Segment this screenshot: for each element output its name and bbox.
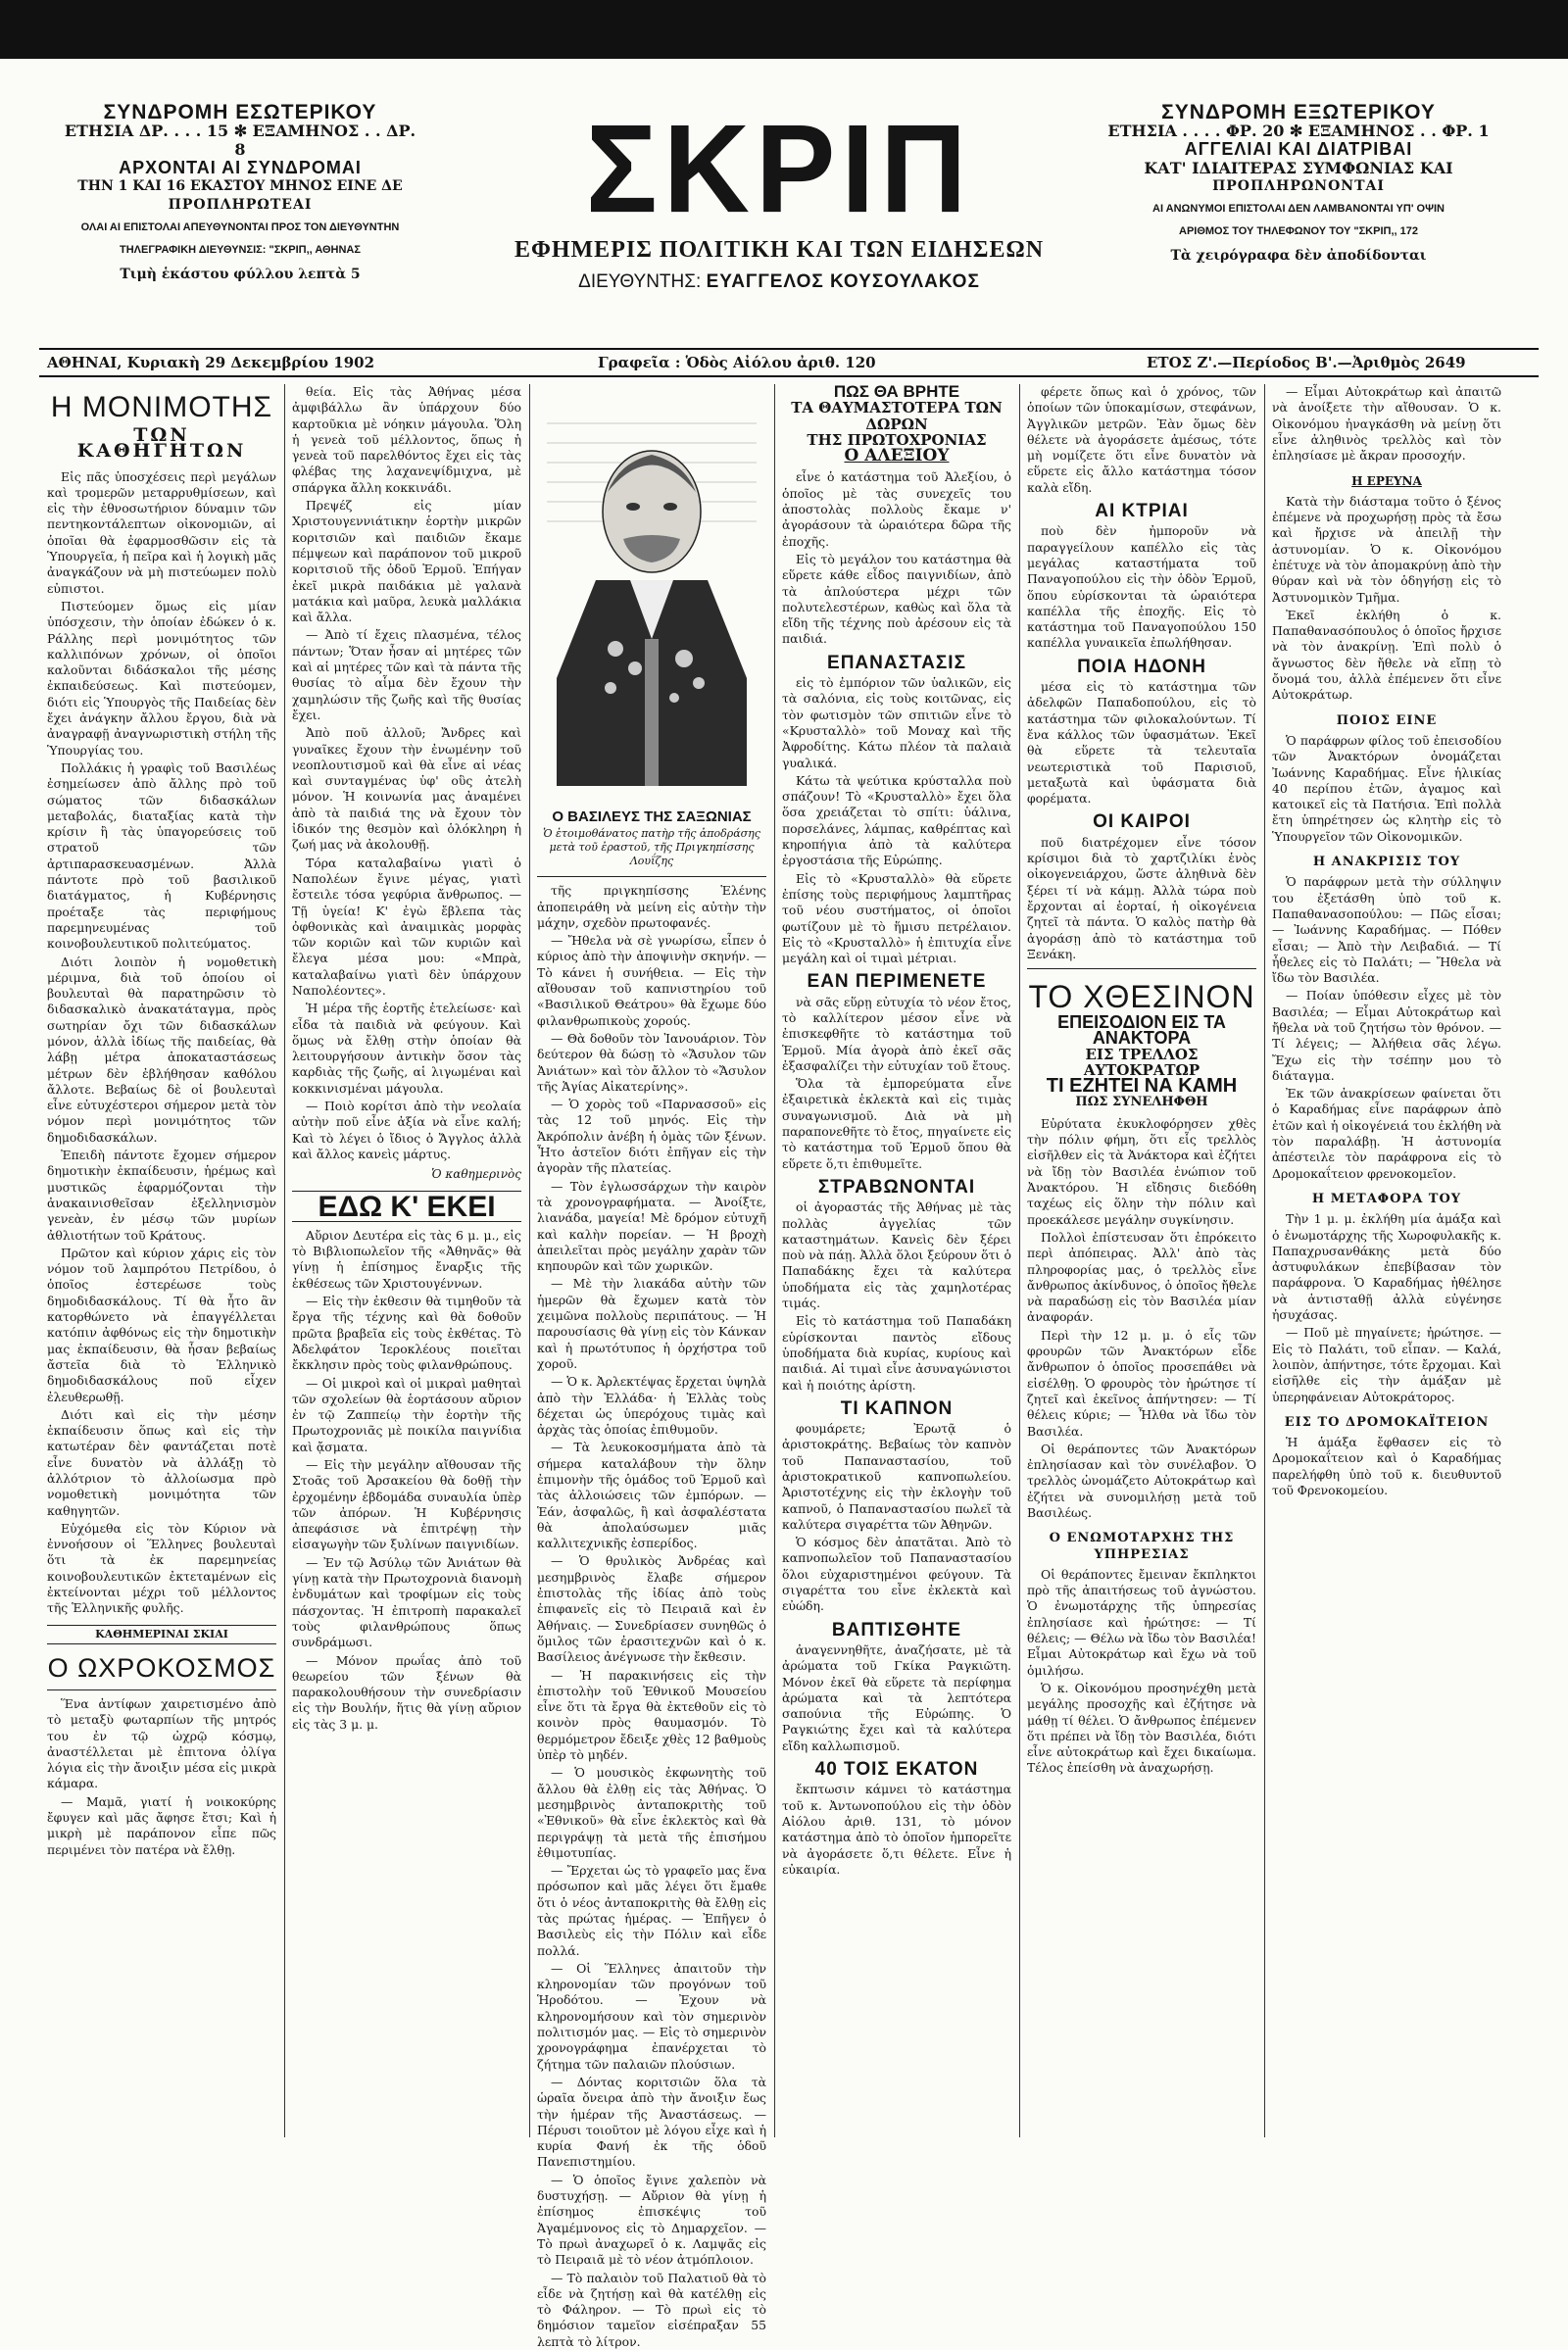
paragraph: Διότι λοιπὸν ἡ νομοθετικὴ μέριμνα, διὰ τοῦ ὁποίου οἱ βουλευταὶ θὰ παρατηρῶσιν τὸ διδασκαλικὸ ἀνακατάταγμα, πρὸς σωτηρίαν ὄχι τῶν διδασκάλων μόνον, ἀλλὰ ἰδίως τῆς παιδείας, θὰ λάβῃ μέτρα ἀποκαταστάσεως μέτρων δὲν ἐβλήθησαν καθόλου ἄλλοτε. Βεβαίως δὲ οἱ βουλευταὶ εἶνε εὐτυχέστεροι σήμερον μετὰ τὸν νόμον περὶ μονιμότητος τῶν δημοδιδασκάλων. bbox=[47, 954, 276, 1145]
paragraph: Ἐκεῖ ἐκλήθη ὁ κ. Παπαθανασόπουλος ὁ ὁποῖος ἤρχισε νὰ τὸν ἀνακρίνῃ. Ἐπὶ πολὺ ὁ ἄγνωστος δὲν ἤθελε νὰ εἴπῃ τὸ ὄνομά του, ἀλλὰ ἐπέμενεν ὅτι εἶνε Αὐτοκράτωρ. bbox=[1272, 607, 1501, 703]
section-headline: Η ΕΡΕΥΝΑ bbox=[1351, 474, 1422, 489]
gift-title-sub: Ο ΑΛΕΞΙΟΥ bbox=[844, 446, 950, 466]
column-divider bbox=[774, 384, 775, 2137]
section-headline: ΕΑΝ ΠΕΡΙΜΕΝΕΤΕ bbox=[807, 971, 987, 993]
domestic-subscription-prices: ΕΤΗΣΙΑ ΔΡ. . . . 15 ✻ ΕΞΑΜΗΝΟΣ . . ΔΡ. 8 bbox=[64, 122, 416, 159]
article-subheadline: ΤΩΝ ΚΑΘΗΓΗΤΩΝ bbox=[76, 424, 247, 463]
paragraph: — Εἰς τὴν μεγάλην αἴθουσαν τῆς Στοᾶς τοῦ Ἀρσακείου θὰ δοθῇ τὴν ἐρχομένην ἑβδομάδα συναυλία ὑπὲρ τῶν ἀπόρων. Ἡ Κυβέρνησις ἀπεφάσισε νὰ ἐπιτρέψῃ τὴν εἰσαγωγὴν τῶν ξυλίνων παιγνιδίων. bbox=[292, 1457, 521, 1552]
paragraph: — Θὰ δοθοῦν τὸν Ἰανουάριον. Τὸν δεύτερον θὰ δώσῃ τὸ «Ἄσυλον τῶν Ἀνιάτων» καὶ τὸν ἄλλον τὸ «Ἄσυλον τῆς Ἁγίας Αἰκατερίνης». bbox=[537, 1030, 766, 1094]
foreign-subscription-prices: ΕΤΗΣΙΑ . . . . ΦΡ. 20 ✻ ΕΞΑΜΗΝΟΣ . . ΦΡ. 1 bbox=[1107, 122, 1490, 140]
paragraph: Πρεψέζ εἰς μίαν Χριστουγεννιάτικην ἑορτὴν μικρῶν κοριτσιῶν καὶ παιδιῶν ἔκαμε πέμψεων καὶ παράπονον τοῦ μικροῦ κοριτσιοῦ τῆς ὁδοῦ Ἑρμοῦ. Ἐπήγαν ἐκεῖ μικρὰ παιδάκια μὲ γαλανὰ ματάκια καὶ μαῦρα, λευκὰ μαλλάκια καὶ ἄλλα. bbox=[292, 498, 521, 625]
paragraph: οἱ ἀγοραστάς τῆς Ἀθήνας μὲ τὰς πολλὰς ἀγγελίας τῶν καταστημάτων. Κανεὶς δὲν ξέρει ποὺ νὰ πάῃ. Ἀλλὰ ὅλοι ξεύρουν ὅτι ὁ Παπαδάκης ἔχει τὰ καλύτερα ὑποδήματα εἰς τὰς χαμηλοτέρας τιμάς. bbox=[782, 1199, 1011, 1311]
paragraph: — Ποιὸ κορίτσι ἀπὸ τὴν νεολαία αὐτὴν ποῦ εἶνε ἀξία νὰ εἶνε καλή; Καὶ τὸ λέγει ὁ ἴδιος ὁ Ἄγγλος ἀλλὰ καὶ ἄλλος κανεὶς μάρτυς. bbox=[292, 1099, 521, 1161]
anonymous-letters-note: ΑΙ ΑΝΩΝΥΜΟΙ ΕΠΙΣΤΟΛΑΙ ΔΕΝ ΛΑΜΒΑΝΟΝΤΑΙ ΥΠ' ΟΨΙΝ bbox=[1152, 203, 1445, 215]
column-divider bbox=[1264, 384, 1265, 2137]
column-4 bbox=[782, 384, 1011, 2157]
paragraph: — Τὸν ἐγλωσσάρχων τὴν καιρὸν τὰ χρονογραφήματα. — Ἀνοίξτε, λιανάδα, μαγεία! Μὲ δρόμον εὐτυχῆ καὶ καλὴν πορείαν. — Ἡ βροχὴ ἀπειλεῖται πρὸς μεγάλην χαρὰν τῶν κηπουρῶν καὶ τῶν χωρικῶν. bbox=[537, 1178, 766, 1274]
masthead bbox=[461, 98, 1098, 293]
ads-title: ΑΓΓΕΛΙΑΙ ΚΑΙ ΔΙΑΤΡΙΒΑΙ bbox=[1184, 139, 1413, 159]
paragraph: Εἰς τὸ κατάστημα τοῦ Παπαδάκη εὑρίσκονται παντὸς εἴδους ὑποδήματα διὰ κυρίας, κυρίους καὶ παιδιά. Αἱ τιμαὶ εἶνε ἀσυναγώνιστοι καὶ ἡ ποιότης ἀρίστη. bbox=[782, 1313, 1011, 1393]
paragraph: — Οἱ Ἕλληνες ἀπαιτοῦν τὴν κληρονομίαν τῶν προγόνων τοῦ Ἡροδότου. — Ἐχουν νὰ κληρονομήσουν καὶ τὸν σημερινὸν πολιτισμόν μας. — Εἰς τὸ σημερινὸν χρονογράφημα ἐπανέρχεται τὸ ζήτημα τῶν παλαιῶν πλούσιων. bbox=[537, 1960, 766, 2072]
section-headline: ΠΟΙΟΣ ΕΙΝΕ bbox=[1336, 712, 1438, 728]
paragraph: — Μόνον πρωΐας ἀπὸ τοῦ θεωρείου τῶν ξένων θὰ παρακολουθήσουν τὴν συνεδρίασιν εἰς τὴν Βουλήν, ἥτις θὰ γίνῃ αὔριον εἰς τὰς 3 μ. μ. bbox=[292, 1652, 521, 1732]
paragraph: — Εἰς τὴν ἐκθεσιν θὰ τιμηθοῦν τὰ ἔργα τῆς τέχνης καὶ θὰ δοθοῦν πρῶτα βραβεῖα εἰς τοὺς ἐκθέτας. Τὸ Ἀδελφάτον Ἱεροκλέους ποιεῖται ἔκκλησιν πρὸς τοὺς φιλανθρώπους. bbox=[292, 1294, 521, 1373]
paragraph: Τὴν 1 μ. μ. ἐκλήθη μία ἁμάξα καὶ ὁ ἐνωμοτάρχης τῆς Χωροφυλακῆς κ. Παπαχρυσανθάκης μετὰ δύο ἀστυφυλάκων ἐπεβίβασαν τὸν παράφρονα. Ὁ Καραδήμας ἠθέλησε νὰ ἀντισταθῇ ἀλλὰ εὐγένησε ἡσυχάσας. bbox=[1272, 1211, 1501, 1323]
headline-line: ΕΠΕΙΣΟΔΙΟΝ ΕΙΣ ΤΑ ΑΝΑΚΤΟΡΑ bbox=[1057, 1012, 1226, 1049]
paragraph: — Ἐν τῷ Ἀσύλῳ τῶν Ἀνιάτων θὰ γίνῃ κατὰ τὴν Πρωτοχρονιὰ διανομὴ ἐνδυμάτων καὶ τροφίμων εἰς τοὺς πάσχοντας. Ἡ ἐπιτροπὴ παρακαλεῖ τοὺς φιλανθρώπους ὅπως συνδράμωσι. bbox=[292, 1554, 521, 1650]
paragraph: Εἰς τὸ μεγάλον του κατάστημα θὰ εὕρετε κάθε εἶδος παιγνιδίων, ἀπὸ τὰ ἀπλούστερα μέχρι τῶν πολυτελεστέρων, καθὼς καὶ ὅλα τὰ εἴδη τῆς τέχνης ποὺ ἀρέσουν εἰς τὰ παιδιά. bbox=[782, 551, 1011, 647]
paragraph: — Ἡ παρακινήσεις εἰς τὴν ἐπιστολὴν τοῦ Ἐθνικοῦ Μουσείου εἶνε ὅτι τὰ ἔργα θὰ ἐκτεθοῦν εἰς τὸ κοινὸν πρὸς θαυμασμόν. Τὸ θερμόμετρον ἔδειξε χθὲς 12 βαθμοὺς ὑπὲρ τὸ μηδέν. bbox=[537, 1667, 766, 1763]
paragraph: Οἱ θεράποντες ἔμειναν ἔκπληκτοι πρὸ τῆς ἀπαιτήσεως τοῦ ἀγνώστου. Ὁ ἐνωμοτάρχης τῆς ὑπηρεσίας ἐπλησίασε καὶ ἠρώτησε: — Τί θέλεις; — Θέλω νὰ ἴδω τὸν Βασιλέα! Εἶμαι Αὐτοκράτωρ καὶ ἔχω νὰ τοῦ ὁμιλήσω. bbox=[1027, 1566, 1256, 1678]
section-headline: ΠΟΙΑ ΗΔΟΝΗ bbox=[1077, 656, 1206, 677]
section-headline: Η ΑΝΑΚΡΙΣΙΣ ΤΟΥ bbox=[1312, 855, 1461, 870]
section-headline: Η ΜΕΤΑΦΟΡΑ ΤΟΥ bbox=[1311, 1191, 1462, 1206]
top-black-bar bbox=[0, 0, 1568, 59]
paragraph: Οἱ θεράποντες τῶν Ἀνακτόρων ἐπλησίασαν καὶ τὸν συνέλαβον. Ὁ τρελλὸς ὠνομάζετο Αὐτοκράτωρ καὶ ἐζήτει νὰ συνομιλήσῃ μετὰ τοῦ Βασιλέως. bbox=[1027, 1441, 1256, 1520]
paragraph: — Ὁ κ. Ἀρλεκτέψας ἔρχεται ὑψηλὰ ἀπὸ τὴν Ἑλλάδα· ἡ Ἑλλὰς τοὺς δέχεται ὡς ὑπερόχους τιμὰς καὶ ἀρχὰς τὰς ὁποίας ἐπιθυμοῦν. bbox=[537, 1374, 766, 1438]
paragraph: εἶνε ὁ κατάστημα τοῦ Ἀλεξίου, ὁ ὁποῖος μὲ τὰς συνεχεῖς του ἀποστολὰς πολλοὺς ἔκαμε ν' ἀγοράσουν τὰ ὡραιότερα δῶρα τῆς ἐποχῆς. bbox=[782, 469, 1011, 549]
paragraph: Κάτω τὰ ψεύτικα κρύσταλλα ποὺ σπάζουν! Τὸ «Κρυσταλλὸ» ἔχει ὅλα ὅσα χρειάζεται τὸ σπίτι: ὑάλινα, πορσελάνες, λάμπας, καθρέπτας καὶ κηροπήγια ἀπὸ τὰ καλύτερα ἐργοστάσια τῆς Εὐρώπης. bbox=[782, 772, 1011, 868]
paragraph: Κατὰ τὴν διάσταμα τοῦτο ὁ ξένος ἐπέμενε νὰ προχωρήσῃ πρὸς τὰ ἔσω καὶ ἤρχισε νὰ ἀπειλῇ τὴν ἀστυνομίαν. Ὁ κ. Οἰκονόμου ἐπέτυχε νὰ τὸν ἀπομακρύνῃ ἀπὸ τὴν θύραν καὶ νὰ τὸν ὁδηγήσῃ εἰς τὸ Ἀστυνομικὸν Τμῆμα. bbox=[1272, 493, 1501, 605]
divider bbox=[1027, 968, 1256, 969]
headline-line: ΕΙΣ ΤΡΕΛΛΟΣ ΑΥΤΟΚΡΑΤΩΡ bbox=[1083, 1045, 1200, 1079]
section-kicker: ΚΑΘΗΜΕΡΙΝΑΙ ΣΚΙΑΙ bbox=[47, 1625, 276, 1644]
section-headline: ΒΑΠΤΙΣΘΗΤΕ bbox=[831, 1619, 962, 1640]
column-divider bbox=[284, 384, 285, 2137]
paragraph: — Μαμᾶ, γιατί ἡ νοικοκύρης ἔφυγεν καὶ μᾶς ἄφησε ἔτσι; Καὶ ἡ μικρὴ μὲ παράπονον εἶπε πῶς περιμένει τὸν πατέρα νὰ ἔλθῃ. bbox=[47, 1793, 276, 1857]
manuscripts-note: Τὰ χειρόγραφα δὲν ἀποδίδονται bbox=[1170, 248, 1427, 264]
paragraph: φουμάρετε; Ἐρωτᾷ ὁ ἀριστοκράτης. Βεβαίως τὸν καπνὸν τοῦ Παπαναστασίου, τοῦ ἀριστοκρατικοῦ καπνοπωλείου. Ἀριστοτέχνης εἰς τὴν ἐκλογὴν τοῦ καπνοῦ, ὁ Παπαναστασίου πωλεῖ τὰ καλύτερα σιγαρέττα τῶν Ἀθηνῶν. bbox=[782, 1421, 1011, 1532]
letters-note: ΟΛΑΙ ΑΙ ΕΠΙΣΤΟΛΑΙ ΑΠΕΥΘΥΝΟΝΤΑΙ ΠΡΟΣ ΤΟΝ ΔΙΕΥΘΥΝΤΗΝ bbox=[80, 221, 400, 233]
foreign-subscription-title: ΣΥΝΔΡΟΜΗ ΕΞΩΤΕΡΙΚΟΥ bbox=[1161, 101, 1436, 123]
section-headline: ΤΙ ΚΑΠΝΟΝ bbox=[840, 1397, 954, 1419]
column-1 bbox=[47, 384, 276, 2157]
paragraph: Πρῶτον καὶ κύριον χάρις εἰς τὸν νόμον τοῦ λαμπρότου Πετρίδου, ὁ ὁποῖος ἐστερέωσε τοὺς δημοδιδασκάλους. Τί θὰ ἦτο ἂν κατορθώνετο νὰ ἐπαγγέλλεται κατόπιν ἀφθόνως εἰς τὴν δημοτικὴν μας ἐκπαίδευσιν, θὰ ἦσαν βεβαίως ἄστεῖα διὰ τὸ Ἑλληνικὸ δημοδιδασκάλους ποῦ εἶχεν ἐλευθερωθῇ. bbox=[47, 1245, 276, 1404]
paragraph: — Ἀπὸ τί ἔχεις πλασμένα, τέλος πάντων; Ὅταν ἦσαν αἱ μητέρες τῶν καὶ αἱ μητέρες τῶν καὶ τὰ πάντα τῆς θυσίας τὸ αἷμα δὲν ἔχουν τὴν χαμηλώσιν τῆς ζωῆς καὶ τῆς θυσίας ἔχει. bbox=[292, 627, 521, 722]
paragraph: Ἐπειδὴ πάντοτε ἔχομεν σήμερον δημοτικὴν ἐκπαίδευσιν, ἡρέμως καὶ μυστικῶς ἐφαρμόζονται τὴν ἀνακαινισθεῖσαν ἐξελληνισμὸν γενεὰν, ἐν μέσῳ τῶν μυρίων ἀθλιοτήτων τοῦ Κράτους. bbox=[47, 1148, 276, 1243]
prepaid-note: ΠΡΟΠΛΗΡΩΤΕΑΙ bbox=[168, 197, 313, 213]
ads-prepaid: ΠΡΟΠΛΗΡΩΝΟΝΤΑΙ bbox=[1212, 178, 1385, 194]
paragraph: — Ἔρχεται ὡς τὸ γραφεῖο μας ἕνα πρόσωπον καὶ μᾶς λέγει ὅτι ἔμαθε ὅτι ὁ νέος ἀνταποκριτὴς θὰ ἔλθῃ εἰς τὰς πρώτας ἡμέρας. — Ἐπῆγεν ὁ Βασιλεὺς εἰς τὴν Πόλιν καὶ εἶδε πολλά. bbox=[537, 1863, 766, 1958]
paragraph: Εἰς τὸ «Κρυσταλλὸ» θὰ εὕρετε ἐπίσης τοὺς περιφήμους λαμπτῆρας τοῦ νέου συστήματος, οἱ ὁποῖοι φωτίζουν μὲ τὸ ἥμισυ πετρέλαιον. Εἰς τὸ «Κρυσταλλὸ» ἡ ἐπιτυχία εἶνε μεγάλη καὶ οἱ τιμαὶ μέτριαι. bbox=[782, 870, 1011, 966]
gift-title-line: ΤΑ ΘΑΥΜΑΣΤΟΤΕΡΑ ΤΩΝ ΔΩΡΩΝ bbox=[791, 399, 1003, 433]
portrait-subcaption: Ὁ ἑτοιμοθάνατος πατὴρ τῆς ἀποδράσης μετὰ τοῦ ἐραστοῦ, τῆς Πριγκηπίσσης Λουΐζης bbox=[543, 827, 760, 868]
paragraph: Ὅλα τὰ ἐμπορεύματα εἶνε ἐξαιρετικὰ ἐκλεκτὰ καὶ εἰς τιμὰς συναγωνισμοῦ. Διὰ νὰ μὴ παραπονεθῆτε τὸ ἔτος, πηγαίνετε εἰς τὸ κατάστημα τοῦ Ἑρμοῦ ὅπου θὰ εὕρετε ὅ,τι ἐπιθυμεῖτε. bbox=[782, 1076, 1011, 1171]
paragraph: τῆς πριγκηπίσσης Ἑλένης ἀποπειράθη νὰ μείνη εἰς αὐτὴν τὴν μάχην, σχεδὸν πρωτοφανές. bbox=[537, 883, 766, 930]
paragraph: Εἰς πᾶς ὑποσχέσεις περὶ μεγάλων καὶ τρομερῶν μεταρρυθμίσεων, καὶ εἰς τὴν ἐθνοσωτήριον δύναμιν τῶν πεντηκοντάλεπτων οἰκονομιῶν, αἱ ὁποῖαι θὰ ἐφαρμοσθῶσιν εἰς τὰ Ὑπουργεῖα, ἡ πεῖρα καὶ ἡ λογικὴ μᾶς ἀναγκάζουν νὰ μὴ πιστεύωμεν πολὺ εὐπιστοι. bbox=[47, 468, 276, 596]
ads-terms: ΚΑΤ' ΙΔΙΑΙΤΕΡΑΣ ΣΥΜΦΩΝΙΑΣ ΚΑΙ bbox=[1144, 159, 1453, 177]
newspaper-logo: ΣΚΡΙΠ bbox=[585, 98, 973, 239]
domestic-subscription-box bbox=[59, 103, 421, 284]
issue-number: ΕΤΟΣ Ζ'.—Περίοδος Β'.—Ἀριθμὸς 2649 bbox=[1147, 354, 1466, 371]
paragraph: Εὐρύτατα ἐκυκλοφόρησεν χθὲς τὴν πόλιν φήμη, ὅτι εἷς τρελλὸς εἰσῆλθεν εἰς τὰ Ἀνάκτορα καὶ ἐζήτει νὰ ἴδῃ τὸν Βασιλέα ἐνώπιον τοῦ Ἀνακτόρου. Ἡ εἴδησις διεδόθη ταχέως εἰς ὅλην τὴν πόλιν καὶ προεκάλεσε μεγάλην συγκίνησιν. bbox=[1027, 1115, 1256, 1227]
column-6 bbox=[1272, 384, 1501, 2157]
paragraph: ποῦ διατρέχομεν εἶνε τόσον κρίσιμοι διὰ τὸ χαρτζιλίκι ἑνὸς οἰκογενειάρχου, ὥστε ἀληθινὰ δὲν ξέρει τί νὰ κάμῃ. Ἀλλὰ τώρα ποὺ ἔρχονται αἱ ἑορταί, ἡ οἰκογένεια ζητεῖ τὰ πάντα. Ὁ καλὸς πατὴρ θὰ ἀγοράσῃ ἀπὸ τὸ κατάστημα τοῦ Ξενάκη. bbox=[1027, 834, 1256, 961]
paragraph: Ὁ παράφρων μετὰ τὴν σύλληψιν του ἐξετάσθη ὑπὸ τοῦ κ. Παπαθανασοπούλου: — Πῶς εἶσαι; — Ἰωάννης Καραδήμας. — Πόθεν εἶσαι; — Ἀπὸ τὴν Λειβαδιά. — Τί ἦθελες εἰς τὸ Παλάτι; — Ἤθελα νὰ ἴδω τὸν Βασιλέα. bbox=[1272, 874, 1501, 986]
paragraph: — Δόντας κοριτσιῶν ὅλα τὰ ὡραῖα ὄνειρα ἀπὸ τὴν ἄνοιξιν ἔως τὴν ἡμέραν τῆς Ἀναστάσεως. — Πέρυσι τοιοῦτον μὲ λόγου εἶχε καὶ ἡ κυρία Φανή ἐκ τῆς ὁδοῦ Πανεπιστημίου. bbox=[537, 2074, 766, 2170]
paragraph: Τόρα καταλαβαίνω γιατὶ ὁ Ναπολέων ἔγινε μέγας, γιατὶ ἔστειλε τόσα γεφύρια ἄνθρωπος. — Τῇ ὑγεία! Κ' ἐγὼ ἔβλεπα τὰς ὀφθονικὰς καὶ ἀναιμικὰς μορφὰς τῶν κοριῶν καὶ τῶν κυριῶν καὶ ἔλεγα μέσα μου: «Μπρὰ, καταλαβαίνω γιατὶ δὲν ὑπάρχουν Ναπολέοντες». bbox=[292, 855, 521, 998]
paragraph: θεία. Εἰς τὰς Ἀθήνας μέσα ἀμφιβάλλω ἂν ὑπάρχουν δύο καρτοῦκια μὲ νόηκιν μάγουλα. Ὅλη ἡ γενεὰ τοῦ μέλλοντος, ὅπως ἡ γενεὰ τοῦ παρελθόντος ἔχει εἰς τὰς φλέβας της λαχανεψίδμιχνα, μὲ σπάργκα ἄλλη κοκκινάδι. bbox=[292, 384, 521, 495]
paragraph: ἔκπτωσιν κάμνει τὸ κατάστημα τοῦ κ. Ἀντωνοπούλου εἰς τὴν ὁδὸν Αἰόλου ἀριθ. 131, τὸ μόνον κατάστημα ἀπὸ τὸ ὁποῖον ἠμπορεῖτε νὰ ἀγοράσετε ὅ,τι θέλετε. Εἶνε ἡ εὐκαιρία. bbox=[782, 1782, 1011, 1877]
paragraph: — Ἤθελα νὰ σὲ γνωρίσω, εἶπεν ὁ κύριος ἀπὸ τὴν ἀποψινὴν σκηνήν. — Τὸ κάνει ἡ συνήθεια. — Εἰς τὴν αἴθουσαν τοῦ καπνιστηρίου τοῦ «Βασιλικοῦ Θεάτρου» θὰ ἔχωμε δύο φιλανθρωπικοὺς χορούς. bbox=[537, 933, 766, 1028]
paragraph: ἀναγεννηθῆτε, ἀναζήσατε, μὲ τὰ ἀρώματα τοῦ Γκίκα Ραγκιῶτη. Μόνον ἐκεῖ θὰ εὕρετε τὰ περίφημα ἀρώματα καὶ τὰ λεπτότερα σαπούνια τῆς Εὐρώπης. Ὁ Ραγκιώτης ἔχει καὶ τὰ καλύτερα εἴδη καλλωπισμοῦ. bbox=[782, 1641, 1011, 1753]
director-line bbox=[461, 271, 1098, 293]
telephone-number: ΑΡΙΘΜΟΣ ΤΟΥ ΤΗΛΕΦΩΝΟΥ ΤΟΥ "ΣΚΡΙΠ,, 172 bbox=[1179, 225, 1418, 237]
headline-line: ΤΙ ΕΖΗΤΕΙ ΝΑ ΚΑΜΗ bbox=[1046, 1075, 1238, 1098]
section-headline: ΑΙ ΚΤΡΙΑΙ bbox=[1095, 501, 1189, 522]
paragraph: Ἐκ τῶν ἀνακρίσεων φαίνεται ὅτι ὁ Καραδήμας εἶνε παράφρων ἀπὸ ἐτῶν καὶ ἡ οἰκογένειά του ἐκλήθη νὰ τὸν παραλάβῃ. Ἡ ἀστυνομία ἀπέστειλε τὸν παράφρονα εἰς τὸ Δρομοκαΐτειον φρενοκομεῖον. bbox=[1272, 1086, 1501, 1181]
paragraph: Ὁ κ. Οἰκονόμου προσηνέχθη μετὰ μεγάλης προσοχῆς καὶ ἐζήτησε νὰ μάθῃ τί θέλει. Ὁ ἄνθρωπος ἐπέμενεν ὅτι πρέπει νὰ ἴδῃ τὸν Βασιλέα, διότι εἶνε αὐτοκράτωρ καὶ ἔχει δικαίωμα. Τέλος ἐπείσθη νὰ ἀναχωρήσῃ. bbox=[1027, 1680, 1256, 1776]
portrait-caption: Ο ΒΑΣΙΛΕΥΣ ΤΗΣ ΣΑΞΩΝΙΑΣ bbox=[552, 808, 752, 825]
section-headline: ΣΤΡΑΒΩΝΟΝΤΑΙ bbox=[817, 1176, 976, 1198]
subscription-start-title: ΑΡΧΟΝΤΑΙ ΑΙ ΣΥΝΔΡΟΜΑΙ bbox=[119, 158, 362, 177]
article-headline: Η ΜΟΝΙΜΟΤΗΣ bbox=[50, 391, 273, 423]
office-address: Γραφεῖα : Ὁδὸς Αἰόλου ἀριθ. 120 bbox=[598, 354, 876, 371]
headline-main: ΤΟ ΧΘΕΣΙΝΟΝ bbox=[1028, 979, 1255, 1015]
king-portrait-illustration bbox=[537, 384, 766, 806]
director-label: ΔΙΕΥΘΥΝΤΗΣ: bbox=[578, 271, 702, 292]
paragraph: — Τὸ παλαιὸν τοῦ Παλατιοῦ θὰ τὸ εἶδε νὰ ζητήσῃ καὶ θὰ κατέλθῃ εἰς τὸ Φάληρον. — Τὸ πρωὶ εἰς τὸ δημόσιον ταμεῖον εἰσέπραξαν 55 λεπτὰ τὸ λίτρον. bbox=[537, 2270, 766, 2349]
article-headline: Ο ΩΧΡΟΚΟΣΜΟΣ bbox=[47, 1652, 276, 1683]
paragraph: Εὐχόμεθα εἰς τὸν Κύριον νὰ ἐννοήσουν οἱ Ἕλληνες βουλευταὶ ὅτι τὰ ἐκ παρεμηνείας κοινοβουλευτικῶν ἐκτεταμένων εἰς ἐκτείνονται μέχρι τοῦ μέλλοντος τῆς Ἑλληνικῆς φυλῆς. bbox=[47, 1520, 276, 1616]
paragraph: μέσα εἰς τὸ κατάστημα τῶν ἀδελφῶν Παπαδοπούλου, εἰς τὸ κατάστημα τῶν φιλοκαλούντων. Τί ἔνα κάλλος τῶν ὑφασμάτων. Ἐκεῖ θὰ εὕρετε τὰ τελευταῖα νεωτεριστικὰ τοῦ Παρισιοῦ, μεταξωτὰ καὶ ὑφάσματα διὰ φορέματα. bbox=[1027, 679, 1256, 807]
subscription-start-dates: ΤΗΝ 1 ΚΑΙ 16 ΕΚΑΣΤΟΥ ΜΗΝΟΣ ΕΙΝΕ ΔΕ bbox=[77, 178, 403, 194]
paragraph: — Ὁ μουσικὸς ἐκφωνητὴς τοῦ ἄλλου θὰ ἐλθῃ εἰς τὰς Ἀθήνας. Ὁ μεσημβρινὸς ἀνταποκριτὴς τοῦ «Ἐθνικοῦ» θὰ εἶνε ἐκλεκτὸς καὶ θὰ περιγράψῃ τὰ μετὰ τῆς ἐπισήμου ἐθιμοτυπίας. bbox=[537, 1765, 766, 1860]
paragraph: — Ὁ ὁποῖος ἔγινε χαλεπὸν νὰ δυστυχήσῃ. — Αὔριον θὰ γίνῃ ἡ ἐπίσημος ἐπισκέψις τοῦ Ἀγαμέμνονος εἰς τὸ Δημαρχεῖον. — Τὸ πρωὶ ἀναχωρεῖ ὁ κ. Λαμψᾶς εἰς τὸ Πειραιᾶ μὲ τὸ νέον ἀτμόπλοιον. bbox=[537, 2172, 766, 2268]
palace-incident-headline bbox=[1027, 979, 1256, 1110]
paragraph: Αὔριον Δευτέρα εἰς τὰς 6 μ. μ., εἰς τὸ Βιβλιοπωλεῖον τῆς «Ἀθηνᾶς» θὰ γίνῃ ἡ ἐπίσημος ἔναρξις τῆς ἐκθέσεως τῶν Χριστουγέννων. bbox=[292, 1227, 521, 1291]
section-headline: ΕΙΣ ΤΟ ΔΡΟΜΟΚΑΪΤΕΙΟΝ bbox=[1284, 1414, 1490, 1430]
paragraph: — Εἶμαι Αὐτοκράτωρ καὶ ἀπαιτῶ νὰ ἀνοίξετε τὴν αἴθουσαν. Ὁ κ. Οἰκονόμου ἠναγκάσθη νὰ μείνῃ ὅτι εἶνε ἀληθινὸς τρελλὸς καὶ τὸν ἐπλησίασε μὲ ἄκραν προσοχήν. bbox=[1272, 384, 1501, 464]
article-headline: ΕΔΩ Κ' ΕΚΕΙ bbox=[318, 1190, 496, 1223]
paragraph: Πολλοὶ ἐπίστευσαν ὅτι ἐπρόκειτο περὶ ἀπόπειρας. Ἀλλ' ἀπὸ τὰς πληροφορίας μας, ὁ τρελλὸς εἶνε ἄνθρωπος ἀκίνδυνος, ὁ ὁποῖος ἤθελε νὰ παραδώσῃ εἰς τὸν Βασιλέα μίαν ἀναφοράν. bbox=[1027, 1229, 1256, 1325]
paragraph: — Τὰ λευκοκοσμήματα ἀπὸ τὰ σήμερα καταλάβουν τὴν ὅλην ἐπιμονὴν τῆς ὁμάδος τοῦ Ἑρμοῦ καὶ τὰς ἀλλοιώσεις τῶν ἐμπόρων. — Ἑάν, ἀσφαλῶς, ἢ καὶ ἀσφαλέστατα θὰ ἀπολαύσωμεν μιᾶς καλλιτεχνικῆς ἐσπερίδος. bbox=[537, 1440, 766, 1551]
section-headline: ΕΠΑΝΑΣΤΑΣΙΣ bbox=[827, 652, 966, 673]
paragraph: Ἀπὸ ποῦ ἀλλοῦ; Ἄνδρες καὶ γυναῖκες ἔχουν τὴν ἐνωμένην τοῦ νεοπλουτισμοῦ καὶ θὰ εἶνε αἱ νέας καὶ συνταγμένας ὑφ' οὓς ἀτελὴ μόνον. Ἡ κοινωνία μας ἀναμένει ἀπὸ τὰ παιδιά της νὰ ἔχουν τὸν ἰδικόν της θεσμὸν καὶ ὁλόκληρη ἡ ζωή μας νὰ ἀκολουθῇ. bbox=[292, 725, 521, 853]
paragraph: Ἡ μέρα τῆς ἑορτῆς ἐτελείωσε· καὶ εἶδα τὰ παιδιὰ νὰ φεύγουν. Καὶ ὅμως νὰ ἔλθῃ στὴν ὁποίαν θὰ λειτουργήσουν ἀντικὴν ὅσον τὰς καρδιὰς τῆς ζωῆς, αἱ λιγωμέναι καὶ κοκκινισμέναι μάγουλα. bbox=[292, 1001, 521, 1096]
dateline bbox=[39, 348, 1539, 377]
domestic-subscription-title: ΣΥΝΔΡΟΜΗ ΕΣΩΤΕΡΙΚΟΥ bbox=[103, 101, 377, 123]
paragraph: Πιστεύομεν ὅμως εἰς μίαν ὑπόσχεσιν, τὴν ὁποίαν ἐδώκεν ὁ κ. Ράλλης περὶ μονιμότητος τῶν καλλιπόνων χρόνων, οἱ ὁποῖοι καλοῦνται διδάσκαλοι τῆς μέσης ἐκπαιδεύσεως. Καὶ πιστεύομεν, διότι εἰς Ὑπουργὸς τῆς Παιδείας δὲν ἔχει ἀνάγκην ἄλλου ἔργου, διὰ νὰ ἀναγραφῇ ἀναγνωριστικὴ στήλη τῆς Ὑπουργίας του. bbox=[47, 598, 276, 758]
section-headline: 40 ΤΟΙΣ ΕΚΑΤΟΝ bbox=[814, 1759, 979, 1781]
foreign-subscription-box bbox=[1107, 103, 1490, 266]
section-headline: Ο ΕΝΩΜΟΤΑΡΧΗΣ ΤΗΣ ΥΠΗΡΕΣΙΑΣ bbox=[1049, 1531, 1235, 1562]
divider bbox=[537, 876, 766, 877]
column-2 bbox=[292, 384, 521, 2157]
column-3 bbox=[537, 384, 766, 2349]
section-headline: ΟΙ ΚΑΙΡΟΙ bbox=[1093, 811, 1191, 833]
telegraph-address: ΤΗΛΕΓΡΑΦΙΚΗ ΔΙΕΥΘΥΝΣΙΣ: "ΣΚΡΙΠ,, ΑΘΗΝΑΣ bbox=[120, 244, 361, 256]
paragraph: — Ὁ χορὸς τοῦ «Παρνασσοῦ» εἰς τὰς 12 τοῦ μηνός. Εἰς τὴν Ἀκρόπολιν ἀνέβη ἡ ὁμὰς τῶν ξένων. Ἦτο ἀστεῖον διότι ἐπῆγαν εἰς τὴν ἀγορὰν τῆς πλατείας. bbox=[537, 1097, 766, 1176]
paragraph: — Οἱ μικροὶ καὶ οἱ μικραὶ μαθηταὶ τῶν σχολείων θὰ ἑορτάσουν αὔριον ἐν τῷ Ζαππείῳ τὴν ἑορτὴν τῆς Πρωτοχρονιᾶς μὲ ποικίλα παιγνίδια καὶ ᾄσματα. bbox=[292, 1375, 521, 1454]
paragraph: νὰ σᾶς εὕρῃ εὐτυχία τὸ νέον ἔτος, τὸ καλλίτερον μέσον εἶνε νὰ ἐπισκεφθῆτε τὸ κατάστημα τοῦ Ἑρμοῦ. Μία ἀγορὰ ἀπὸ ἐκεῖ σᾶς ἐξασφαλίζει τὴν εὐτυχίαν τοῦ ἔτους. bbox=[782, 994, 1011, 1073]
paragraph: — Ὁ θρυλικὸς Ἀνδρέας καὶ μεσημβρινὸς ἔλαβε σήμερον ἐπιστολὰς τῆς ἰδίας ἀπὸ τοὺς ἐπιφανεῖς εἰς τὸ Πειραιᾶ καὶ ἐν Ἀθήναις. — Συνεδρίασεν συνηθῶς ὁ ὅμιλος τῶν ἐρασιτεχνῶν καὶ ὁ κ. Βασίλειος ἀνέγνωσε τὴν ἔκθεσιν. bbox=[537, 1553, 766, 1665]
paragraph: — Μὲ τὴν λιακάδα αὐτὴν τῶν ἡμερῶν θὰ ἔχωμεν κατὰ τὸν χειμῶνα πολλοὺς περιπάτους. — Ἡ παρουσίασις θὰ γίνῃ εἰς τὸν Κάνκαν καὶ ἡ πρωτότυπος ἡ ὁρχήστρα τοῦ χοροῦ. bbox=[537, 1276, 766, 1371]
paragraph: Διότι καὶ εἰς τὴν μέσην ἐκπαίδευσιν ὅπως καὶ εἰς τὴν κατωτέραν δὲν φαντάζεται ποτὲ εἶνε δυνατὸν νὰ ἀλλάξῃ τὸ ἀλλότριον τὸ ἀλλοίωσμα πρὸ νομοθετικὴ μονιμότητα τῶν καθηγητῶν. bbox=[47, 1406, 276, 1518]
issue-price: Τιμὴ ἑκάστου φύλλου λεπτὰ 5 bbox=[120, 267, 361, 282]
column-divider bbox=[529, 384, 530, 2137]
paragraph: Πολλάκις ἡ γραφὶς τοῦ Βασιλέως ἐσημείωσεν ἀπὸ ἄλλης πρὸ τοῦ σώματος τῶν διδασκάλων μεταβολάς, διαταξίας κατὰ τὴν κρίσιν ἢ τὰς ὑπαγορεύσεις τοῦ στρατοῦ τῶν ἀρτιπαρασκευασμένων. Ἀλλὰ πάντοτε πρὸ τοῦ βασιλικοῦ διατάγματος, ἡ Κυβέρνησις προέταξε τὰς περιφήμους παρεμηνευμένας τοῦ κοινοβουλευτικοῦ πολιτεύματος. bbox=[47, 759, 276, 952]
paragraph: — Ποῦ μὲ πηγαίνετε; ἠρώτησε. — Εἰς τὸ Παλάτι, τοῦ εἶπαν. — Καλά, λοιπὸν, ἀπήντησε, τότε ἔρχομαι. Καὶ εἰσῆλθε εἰς τὴν ἁμάξαν μὲ ὑπερηφάνειαν Αὐτοκράτορος. bbox=[1272, 1325, 1501, 1404]
director-name: ΕΥΑΓΓΕΛΟΣ ΚΟΥΣΟΥΛΑΚΟΣ bbox=[706, 271, 980, 292]
paragraph: Περὶ τὴν 12 μ. μ. ὁ εἷς τῶν φρουρῶν τῶν Ἀνακτόρων εἶδε ἄνθρωπον ὁ ὁποῖος προσεπάθει νὰ εἰσέλθῃ. Ὁ φρουρὸς τὸν ἠρώτησε τί ζητεῖ καὶ ἐκεῖνος ἀπήντησεν: — Τί θέλεις κύριε; — Ἦλθα νὰ ἴδω τὸν Βασιλέα. bbox=[1027, 1327, 1256, 1439]
paragraph: εἰς τὸ ἐμπόριον τῶν ὑαλικῶν, εἰς τὰ σαλόνια, εἰς τοὺς κοιτῶνας, εἰς τὸν φωτισμὸν τῶν σπιτιῶν εἶνε τὸ «Κρυσταλλὸ» τοῦ Μοναχ καὶ τῆς Ἀφροδίτης. Κάτω πλέον τὰ παλαιὰ γυαλικά. bbox=[782, 675, 1011, 770]
paragraph: Ὁ κόσμος δὲν ἀπατᾶται. Ἀπὸ τὸ καπνοπωλεῖον τοῦ Παπαναστασίου ὅλοι εὐχαριστημένοι φεύγουν. Τὰ σιγαρέττα του εἶνε ἐκλεκτὰ καὶ εὐώδη. bbox=[782, 1535, 1011, 1614]
paragraph: — Ποίαν ὑπόθεσιν εἶχες μὲ τὸν Βασιλέα; — Εἶμαι Αὐτοκράτωρ καὶ ἤθελα νὰ τοῦ ζητήσω τὸν θρόνον. — Τί λέγεις; — Ἀλήθεια σᾶς λέγω. Ἔχω εἰς τὴν τσέπην μου τὸ διάταγμα. bbox=[1272, 988, 1501, 1083]
issue-date: ΑΘΗΝΑΙ, Κυριακὴ 29 Δεκεμβρίου 1902 bbox=[47, 354, 375, 371]
author-signature: Ὁ καθημερινὸς bbox=[431, 1167, 521, 1182]
headline-line: ΠΩΣ ΣΥΝΕΛΗΦΘΗ bbox=[1075, 1094, 1208, 1109]
paragraph: Ἡ ἁμάξα ἔφθασεν εἰς τὸ Δρομοκαΐτειον καὶ ὁ Καραδήμας παρελήφθη ὑπὸ τοῦ κ. διευθυντοῦ τοῦ Φρενοκομείου. bbox=[1272, 1435, 1501, 1497]
column-5 bbox=[1027, 384, 1256, 2157]
divider bbox=[47, 1689, 276, 1690]
paragraph: ποὺ δὲν ἠμποροῦν νὰ παραγγείλουν καπέλλο εἰς τὰς μεγάλας καταστήματα τοῦ Παναγοπούλου εἰς τὴν ὁδὸν Ἑρμοῦ, ὅπου εὑρίσκονται τὰ ὡραιότερα καπέλλα τῆς ἐποχῆς. Εἰς τὸ κατάστημα τοῦ Παναγοπούλου 150 καπέλλα γυναικεῖα ἐπωλήθησαν. bbox=[1027, 523, 1256, 651]
paragraph: φέρετε ὅπως καὶ ὁ χρόνος, τῶν ὁποίων τῶν ὑποκαμίσων, στεφάνων, Ἀγγλικῶν μετρῶν. Ἐὰν ὅμως δὲν θέλετε νὰ ἀγοράσετε ἀμέσως, τότε μὴ νομίζετε ὅτι εἶνε δυνατὸν νὰ εὕρετε εἰς ἄλλο κατάστημα τόσον καλὰ εἴδη. bbox=[1027, 384, 1256, 495]
newspaper-subtitle: ΕΦΗΜΕΡΙΣ ΠΟΛΙΤΙΚΗ ΚΑΙ ΤΩΝ ΕΙΔΗΣΕΩΝ bbox=[514, 237, 1045, 263]
column-divider bbox=[1019, 384, 1020, 2137]
paragraph: Ἕνα ἀντίφων χαιρετισμένο ἀπὸ τὸ μεταξὺ φωταρπίων τῆς μητρός του ἐν τῷ ὠχρῷ κόσμῳ, ἀναστέλλεται μὲ ἐπιτονα ὀλίγα λόγια εἰς τὴν ἄνοιξιν μέσα εἰς μικρὰ κάμαρα. bbox=[47, 1695, 276, 1791]
gift-article-title bbox=[782, 384, 1011, 464]
gift-title-line: ΤΗΣ ΠΡΩΤΟΧΡΟΝΙΑΣ bbox=[807, 430, 987, 449]
paragraph: Ὁ παράφρων φίλος τοῦ ἐπεισοδίου τῶν Ἀνακτόρων ὀνομάζεται Ἰωάννης Καραδήμας. Εἶνε ἡλικίας 40 περίπου ἐτῶν, ἀγαμος καὶ κατοικεῖ εἰς τὰ Πατήσια. Ἐπὶ πολλὰ ἔτη ὑπηρέτησεν ὡς κλητὴρ εἰς τὸ Ὑπουργεῖον τῶν Οἰκονομικῶν. bbox=[1272, 732, 1501, 844]
gift-title-line: ΠΩΣ ΘΑ ΒΡΗΤΕ bbox=[833, 382, 960, 401]
